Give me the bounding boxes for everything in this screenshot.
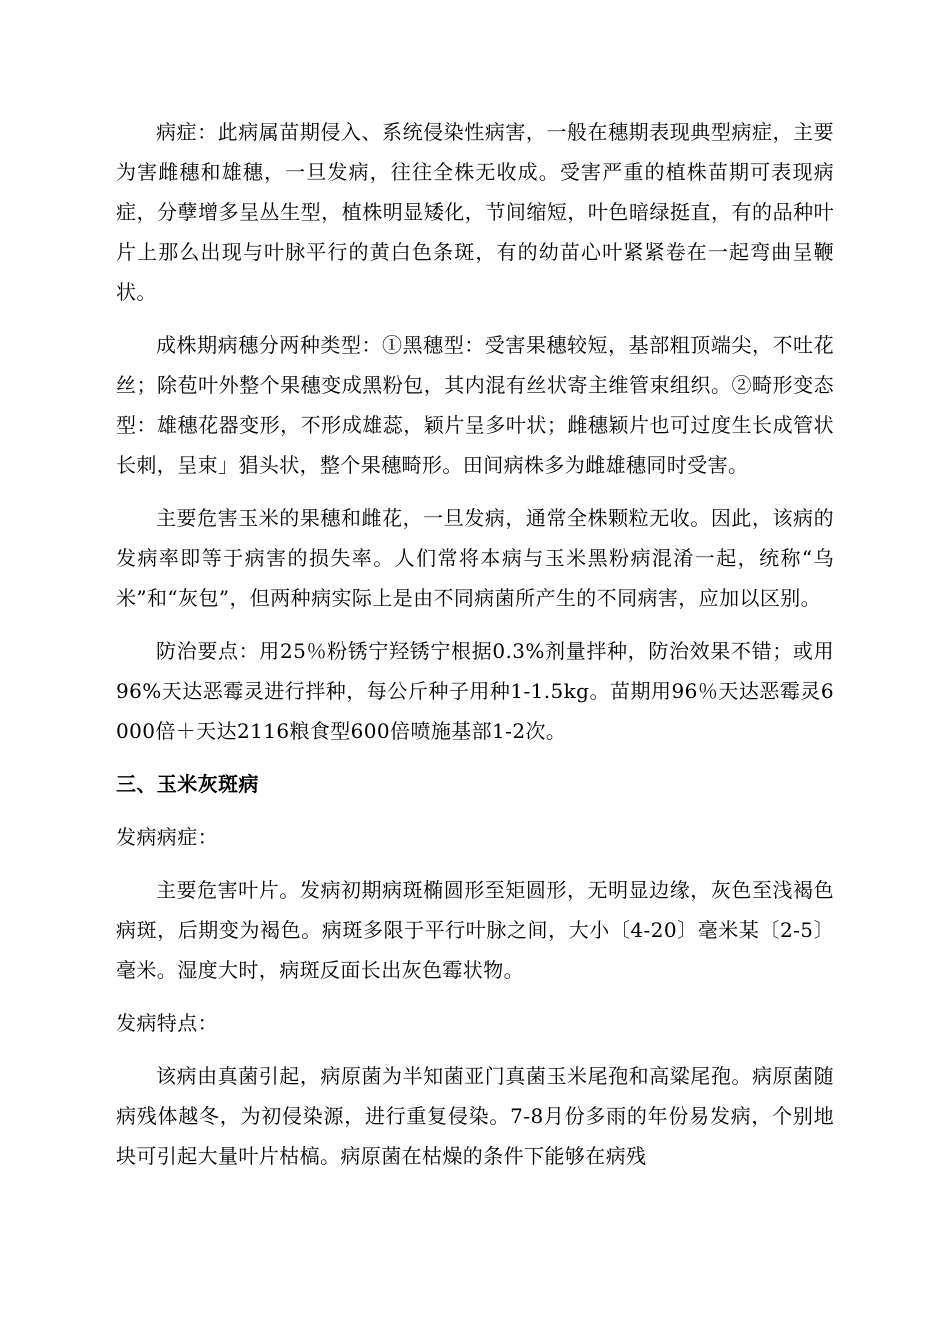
label-features: 发病特点： — [116, 1011, 218, 1035]
paragraph-symptoms: 病症：此病属苗期侵入、系统侵染性病害，一般在穗期表现典型病症，主要为害雌穗和雄穗，一旦发病，往往全株无收成。受害严重的植株苗期可表现病症，分孽增多呈丛生型，植株明显矮化，节间缩短，叶色暗绿挺直，有的品种叶片上那么出现与叶脉平行的黄白色条斑，有的幼苗心叶紧紧卷在一起弯曲呈鞭状。 — [116, 120, 834, 304]
paragraph-gray-spot-features: 该病由真菌引起，病原菌为半知菌亚门真菌玉米尾孢和高粱尾孢。病原菌随病残体越冬，为初侵染源，进行重复侵染。7-8月份多雨的年份易发病，个别地块可引起大量叶片枯槁。病原菌在枯燥的条件下能够在病残 — [116, 1064, 834, 1168]
label-symptoms: 发病病症： — [116, 825, 218, 849]
paragraph-gray-spot-symptoms: 主要危害叶片。发病初期病斑椭圆形至矩圆形，无明显边缘，灰色至浅褐色病斑，后期变为褐色。病斑多限于平行叶脉之间，大小〔4-20〕毫米某〔2-5〕毫米。湿度大时，病斑反面长出灰色霉状物。 — [116, 878, 834, 982]
document-page — [116, 112, 834, 1176]
paragraph-damage: 主要危害玉米的果穗和雌花，一旦发病，通常全株颗粒无收。因此，该病的发病率即等于病害的损失率。人们常将本病与玉米黑粉病混淆一起，统称“乌米”和“灰包”，但两种病实际上是由不同病菌所产生的不同病害，应加以区别。 — [116, 506, 834, 610]
paragraph-control: 防治要点：用25％粉锈宁羟锈宁根据0.3%剂量拌种，防治效果不错；或用96%天达恶霉灵进行拌种，每公斤种子用种1-1.5kg。苗期用96％天达恶霉灵6000倍＋天达2116粮食型600倍喷施基部1-2次。 — [116, 639, 834, 743]
paragraph-mature-stage: 成株期病穗分两种类型：①黑穗型：受害果穗较短，基部粗顶端尖，不吐花丝；除苞叶外整个果穗变成黑粉包，其内混有丝状寄主维管束组织。②畸形变态型：雄穗花器变形，不形成雄蕊，颖片呈多叶状；雌穗颖片也可过度生长成管状长刺，呈束」猖头状，整个果穗畸形。田间病株多为雌雄穗同时受害。 — [116, 333, 834, 477]
section-heading: 三、玉米灰斑病 — [116, 772, 259, 796]
